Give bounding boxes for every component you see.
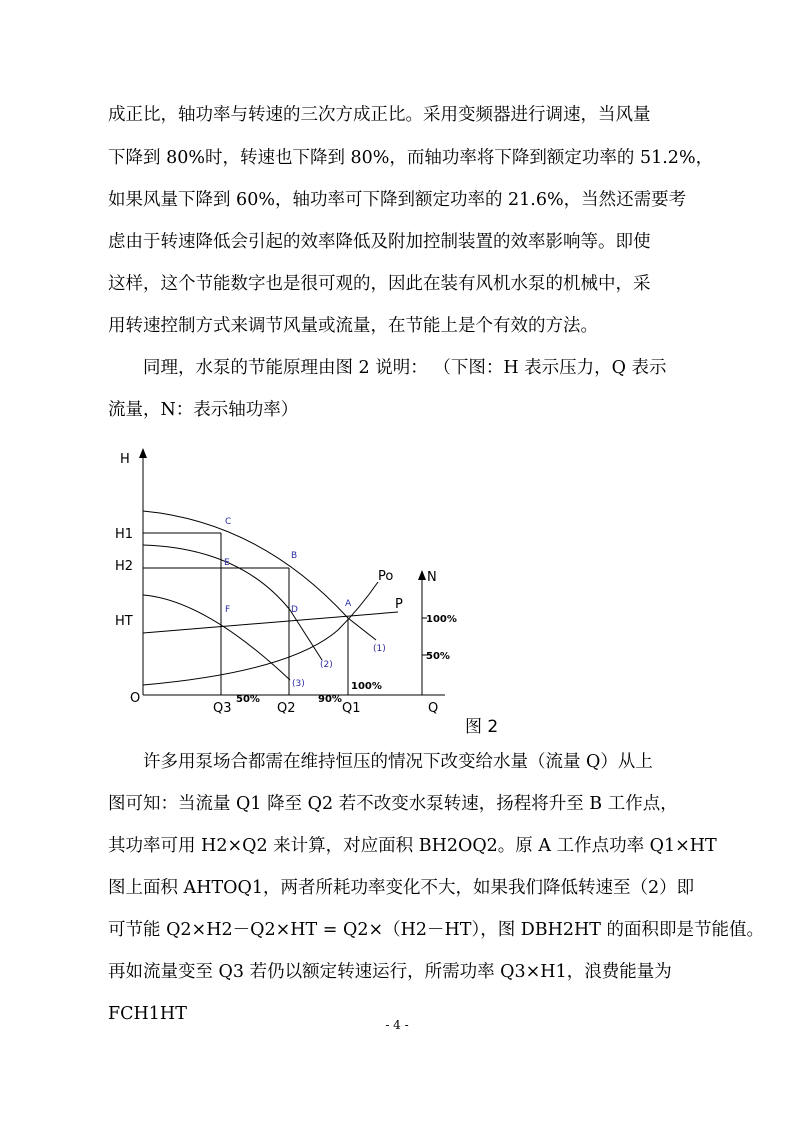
- po-label: Po: [378, 569, 394, 584]
- text-line: 成正比，轴功率与转速的三次方成正比。采用变频器进行调速，当风量: [108, 105, 651, 125]
- text-line: 可节能 Q2×H2－Q2×HT = Q2×（H2－HT），图 DBH2HT 的面积即是节能值。: [108, 920, 765, 940]
- n-100-label: 100%: [426, 614, 457, 625]
- curve-2-label: (2): [320, 660, 333, 670]
- n-axis-label: N: [427, 570, 437, 585]
- q-axis-label: Q: [428, 701, 439, 716]
- h-axis-arrow: [139, 448, 147, 458]
- text-line: 图可知：当流量 Q1 降至 Q2 若不改变水泵转速，扬程将升至 B 工作点，: [108, 794, 678, 814]
- n-50-label: 50%: [426, 651, 450, 662]
- point-e-label: E: [224, 558, 230, 568]
- point-c-label: C: [225, 517, 232, 527]
- text-line: 同理，水泵的节能原理由图 2 说明： （下图：H 表示压力，Q 表示: [143, 358, 667, 378]
- p-line: [143, 612, 398, 633]
- n-axis-arrow: [418, 570, 426, 580]
- text-line: 这样，这个节能数字也是很可观的，因此在装有风机水泵的机械中，采: [108, 274, 651, 294]
- curve-1-label: (1): [373, 644, 386, 654]
- text-line: 流量，N：表示轴功率）: [108, 400, 299, 420]
- text-line: 图上面积 AHTOQ1，两者所耗功率变化不大，如果我们降低转速至（2）即: [108, 878, 695, 898]
- q1-label: Q1: [342, 701, 361, 716]
- text-line: 再如流量变至 Q3 若仍以额定转速运行，所需功率 Q3×H1，浪费能量为: [108, 962, 672, 982]
- curve-1: [143, 511, 376, 640]
- text-line: 许多用泵场合都需在维持恒压的情况下改变给水量（流量 Q）从上: [143, 752, 653, 772]
- po-curve: [143, 582, 378, 685]
- pct-90-label: 90%: [318, 694, 342, 705]
- point-b-label: B: [291, 551, 298, 561]
- text-line: 如果风量下降到 60%，轴功率可下降到额定功率的 21.6%，当然还需要考: [108, 190, 687, 210]
- point-f-label: F: [225, 605, 231, 615]
- curve-3: [143, 595, 290, 680]
- figure-caption: 图 2: [465, 717, 499, 737]
- text-line: FCH1HT: [108, 1004, 187, 1024]
- pct-50-label: 50%: [236, 694, 260, 705]
- curve-2: [143, 545, 322, 660]
- pump-curve-figure: [0, 440, 794, 740]
- h-axis-label: H: [120, 452, 130, 467]
- origin-label: O: [130, 691, 141, 706]
- point-a-label: A: [345, 599, 352, 609]
- curve-3-label: (3): [292, 679, 305, 689]
- text-line: 下降到 80%时，转速也下降到 80%，而轴功率将下降到额定功率的 51.2%，: [108, 148, 714, 168]
- p-label: P: [395, 597, 403, 612]
- pct-100-label: 100%: [351, 681, 382, 692]
- point-d-label: D: [291, 605, 298, 615]
- h2-label: H2: [115, 559, 134, 574]
- h1-label: H1: [115, 527, 134, 542]
- text-line: 其功率可用 H2×Q2 来计算，对应面积 BH2OQ2。原 A 工作点功率 Q1×HT: [108, 836, 717, 856]
- text-line: 虑由于转速降低会引起的效率降低及附加控制装置的效率影响等。即使: [108, 232, 651, 252]
- page-number: - 4 -: [385, 1018, 409, 1032]
- q3-label: Q3: [213, 701, 232, 716]
- ht-label: HT: [115, 614, 133, 629]
- text-line: 用转速控制方式来调节风量或流量，在节能上是个有效的方法。: [108, 316, 598, 336]
- q2-label: Q2: [277, 701, 296, 716]
